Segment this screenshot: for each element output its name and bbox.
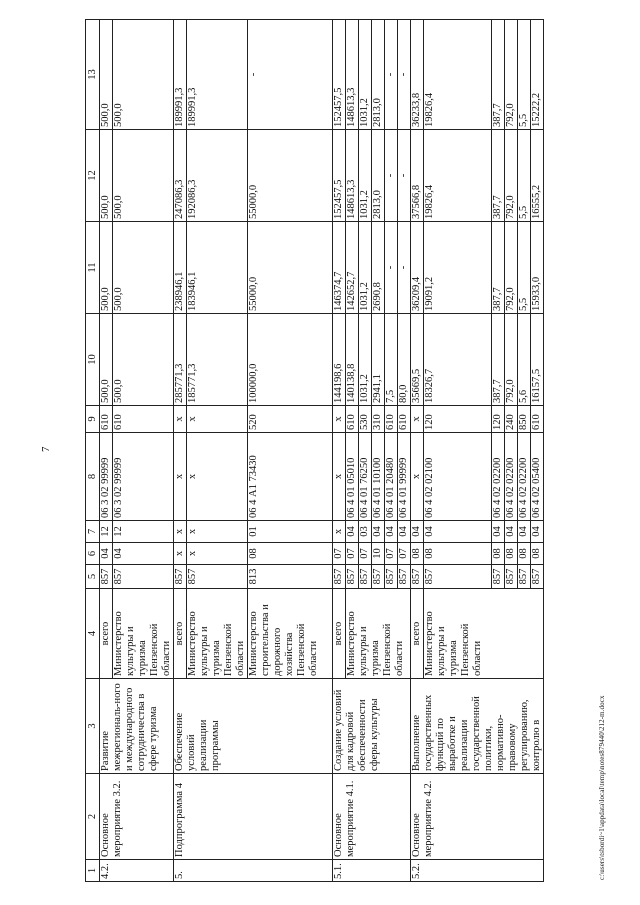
grbs-code: 857 (100, 565, 113, 589)
amount-col-10: 2941,1 (372, 314, 385, 406)
header-cell: 11 (86, 222, 100, 314)
event-description: Выполнение государственных функций по выработке и реализации государственной политики, нормативно-правовому регулированию, контролю в (411, 679, 544, 774)
grbs-code: 857 (346, 565, 359, 589)
amount-col-10: 792,0 (505, 314, 518, 406)
expense-type: 120 (492, 406, 505, 433)
section-code: 10 (372, 543, 385, 565)
amount-col-11: 387,7 (492, 222, 505, 314)
amount-col-10: 1031,2 (359, 314, 372, 406)
amount-col-12: 5,5 (518, 130, 531, 222)
section-code: 08 (518, 543, 531, 565)
executor: всего (411, 589, 424, 679)
amount-col-13: 148613,3 (346, 20, 359, 130)
amount-col-13: 36233,8 (411, 20, 424, 130)
amount-col-13: 189991,3 (187, 20, 248, 130)
executor: всего (174, 589, 187, 679)
amount-col-12: 16555,2 (531, 130, 544, 222)
row-number: 5.1. (333, 860, 411, 882)
amount-col-11: 55000,0 (248, 222, 333, 314)
target-article: 06 4 01 76250 (359, 433, 372, 521)
section-code: 07 (385, 543, 398, 565)
subsection-code: 04 (518, 521, 531, 543)
grbs-code: 857 (411, 565, 424, 589)
amount-col-13: 15222,2 (531, 20, 544, 130)
section-code: 07 (333, 543, 346, 565)
target-article: х (411, 433, 424, 521)
amount-col-12: - (398, 130, 411, 222)
target-article: 06 4 02 05400 (531, 433, 544, 521)
budget-table-rotated (85, 20, 615, 882)
expense-type: 240 (505, 406, 518, 433)
subsection-code: х (174, 521, 187, 543)
subsection-code: 04 (372, 521, 385, 543)
amount-col-13: 792,0 (505, 20, 518, 130)
event-name: Основное мероприятие 4.1. (333, 774, 411, 860)
row-number: 4.2. (100, 860, 174, 882)
subsection-code: 04 (531, 521, 544, 543)
amount-col-12: 55000,0 (248, 130, 333, 222)
section-code: 08 (505, 543, 518, 565)
header-cell: 12 (86, 130, 100, 222)
amount-col-13: 1031,2 (359, 20, 372, 130)
section-code: 07 (346, 543, 359, 565)
section-code: 08 (411, 543, 424, 565)
amount-col-11: 183946,1 (187, 222, 248, 314)
expense-type: 120 (424, 406, 492, 433)
amount-col-11: 792,0 (505, 222, 518, 314)
amount-col-13: - (248, 20, 333, 130)
amount-col-12: 2813,0 (372, 130, 385, 222)
amount-col-13: 152457,5 (333, 20, 346, 130)
amount-col-11: - (398, 222, 411, 314)
header-cell: 8 (86, 433, 100, 521)
grbs-code: 857 (424, 565, 492, 589)
amount-col-11: 146374,7 (333, 222, 346, 314)
amount-col-13: 189991,3 (174, 20, 187, 130)
amount-col-13: 2813,0 (372, 20, 385, 130)
target-article: 06 4 02 02200 (505, 433, 518, 521)
amount-col-12: 1031,2 (359, 130, 372, 222)
subsection-code: 12 (100, 521, 113, 543)
grbs-code: 857 (398, 565, 411, 589)
event-name: Основное мероприятие 3.2. (100, 774, 174, 860)
amount-col-13: 500,0 (100, 20, 113, 130)
header-cell: 5 (86, 565, 100, 589)
amount-col-11: 500,0 (100, 222, 113, 314)
expense-type: х (174, 406, 187, 433)
amount-col-10: 16157,5 (531, 314, 544, 406)
amount-col-12: 152457,5 (333, 130, 346, 222)
header-cell: 7 (86, 521, 100, 543)
expense-type: 610 (398, 406, 411, 433)
expense-type: х (187, 406, 248, 433)
expense-type: 610 (531, 406, 544, 433)
table-row (411, 20, 424, 882)
header-cell: 2 (86, 774, 100, 860)
event-description: Развитие межрегиональ-ного и международного сотрудничества в сфере туризма (100, 679, 174, 774)
subsection-code: 04 (505, 521, 518, 543)
expense-type: 850 (518, 406, 531, 433)
amount-col-10: 18326,7 (424, 314, 492, 406)
header-cell: 1 (86, 860, 100, 882)
header-cell: 4 (86, 589, 100, 679)
row-number: 5. (174, 860, 333, 882)
amount-col-10: 285771,3 (174, 314, 187, 406)
amount-col-10: 387,7 (492, 314, 505, 406)
executor: всего (100, 589, 113, 679)
amount-col-11: 500,0 (113, 222, 174, 314)
expense-type: х (411, 406, 424, 433)
amount-col-13: 5,5 (518, 20, 531, 130)
subsection-code: 04 (398, 521, 411, 543)
amount-col-11: 142652,7 (346, 222, 359, 314)
amount-col-10: 80,0 (398, 314, 411, 406)
executor: всего (333, 589, 346, 679)
amount-col-12: 387,7 (492, 130, 505, 222)
header-row (86, 20, 100, 882)
section-code: 08 (531, 543, 544, 565)
section-code: х (174, 543, 187, 565)
subsection-code: х (333, 521, 346, 543)
grbs-code: 857 (385, 565, 398, 589)
section-code: 04 (113, 543, 174, 565)
grbs-code: 857 (372, 565, 385, 589)
amount-col-12: 192086,3 (187, 130, 248, 222)
executor: Министерство культуры и туризма Пензенской области (113, 589, 174, 679)
target-article: 06 4 01 10100 (372, 433, 385, 521)
subsection-code: х (187, 521, 248, 543)
executor: Министерство культуры и туризма Пензенской области (424, 589, 544, 679)
subsection-code: 03 (359, 521, 372, 543)
amount-col-11: 1031,2 (359, 222, 372, 314)
target-article: х (174, 433, 187, 521)
amount-col-12: 500,0 (113, 130, 174, 222)
section-code: 08 (248, 543, 333, 565)
amount-col-10: 100000,0 (248, 314, 333, 406)
section-code: 04 (100, 543, 113, 565)
amount-col-10: 7,5 (385, 314, 398, 406)
file-path-footer: c:\users\tsbordi~1\appdata\local\temp\notes879440\212-m.docx (598, 695, 606, 880)
amount-col-11: 2690,8 (372, 222, 385, 314)
expense-type: х (333, 406, 346, 433)
expense-type: 610 (100, 406, 113, 433)
amount-col-13: - (398, 20, 411, 130)
header-cell: 13 (86, 20, 100, 130)
table-row (333, 20, 346, 882)
event-description: Обеспечение условий реализации программы (174, 679, 333, 774)
amount-col-13: 500,0 (113, 20, 174, 130)
amount-col-11: 19091,2 (424, 222, 492, 314)
event-name: Подпрограмма 4 (174, 774, 333, 860)
amount-col-13: 387,7 (492, 20, 505, 130)
expense-type: 530 (359, 406, 372, 433)
subsection-code: 04 (411, 521, 424, 543)
section-code: 08 (424, 543, 492, 565)
table-row (100, 20, 113, 882)
amount-col-10: 185771,3 (187, 314, 248, 406)
subsection-code: 12 (113, 521, 174, 543)
target-article: 06 4 А1 73430 (248, 433, 333, 521)
amount-col-10: 35669,5 (411, 314, 424, 406)
amount-col-11: 36209,4 (411, 222, 424, 314)
section-code: 07 (398, 543, 411, 565)
header-cell: 9 (86, 406, 100, 433)
amount-col-12: 148613,3 (346, 130, 359, 222)
section-code: х (187, 543, 248, 565)
subsection-code: 04 (492, 521, 505, 543)
target-article: х (333, 433, 346, 521)
grbs-code: 857 (113, 565, 174, 589)
amount-col-10: 5,6 (518, 314, 531, 406)
expense-type: 610 (385, 406, 398, 433)
amount-col-12: - (385, 130, 398, 222)
amount-col-11: 5,5 (518, 222, 531, 314)
grbs-code: 857 (187, 565, 248, 589)
amount-col-11: 238946,1 (174, 222, 187, 314)
header-cell: 10 (86, 314, 100, 406)
grbs-code: 857 (333, 565, 346, 589)
amount-col-10: 500,0 (113, 314, 174, 406)
grbs-code: 857 (492, 565, 505, 589)
expense-type: 610 (346, 406, 359, 433)
amount-col-10: 140138,8 (346, 314, 359, 406)
executor: Министерство строительства и дорожного хозяйства Пензенской области (248, 589, 333, 679)
amount-col-12: 19826,4 (424, 130, 492, 222)
header-cell: 3 (86, 679, 100, 774)
target-article: 06 3 02 99999 (100, 433, 113, 521)
target-article: 06 4 01 99999 (398, 433, 411, 521)
row-number: 5.2. (411, 860, 544, 882)
target-article: 06 4 02 02200 (518, 433, 531, 521)
amount-col-12: 500,0 (100, 130, 113, 222)
subsection-code: 04 (346, 521, 359, 543)
amount-col-13: - (385, 20, 398, 130)
target-article: х (187, 433, 248, 521)
header-cell: 6 (86, 543, 100, 565)
expense-type: 520 (248, 406, 333, 433)
section-code: 07 (359, 543, 372, 565)
section-code: 08 (492, 543, 505, 565)
grbs-code: 857 (518, 565, 531, 589)
amount-col-13: 19826,4 (424, 20, 492, 130)
event-name: Основное мероприятие 4.2. (411, 774, 544, 860)
subsection-code: 01 (248, 521, 333, 543)
budget-table (85, 19, 544, 882)
amount-col-12: 792,0 (505, 130, 518, 222)
grbs-code: 857 (359, 565, 372, 589)
subsection-code: 04 (424, 521, 492, 543)
grbs-code: 813 (248, 565, 333, 589)
amount-col-12: 37566,8 (411, 130, 424, 222)
target-article: 06 4 01 20480 (385, 433, 398, 521)
expense-type: 310 (372, 406, 385, 433)
table-row (174, 20, 187, 882)
event-description: Создание условий для кадровой обеспеченности сферы культуры (333, 679, 411, 774)
executor: Министерство культуры и туризма Пензенской области (187, 589, 248, 679)
grbs-code: 857 (505, 565, 518, 589)
target-article: 06 4 02 02200 (492, 433, 505, 521)
target-article: 06 4 02 02100 (424, 433, 492, 521)
grbs-code: 857 (174, 565, 187, 589)
amount-col-11: 15933,0 (531, 222, 544, 314)
subsection-code: 04 (385, 521, 398, 543)
amount-col-11: - (385, 222, 398, 314)
executor: Министерство культуры и туризма Пензенской области (346, 589, 411, 679)
amount-col-10: 500,0 (100, 314, 113, 406)
amount-col-10: 144198,6 (333, 314, 346, 406)
amount-col-12: 247086,3 (174, 130, 187, 222)
target-article: 06 4 01 05010 (346, 433, 359, 521)
target-article: 06 3 02 99999 (113, 433, 174, 521)
grbs-code: 857 (531, 565, 544, 589)
expense-type: 610 (113, 406, 174, 433)
page-number: 7 (40, 446, 52, 452)
